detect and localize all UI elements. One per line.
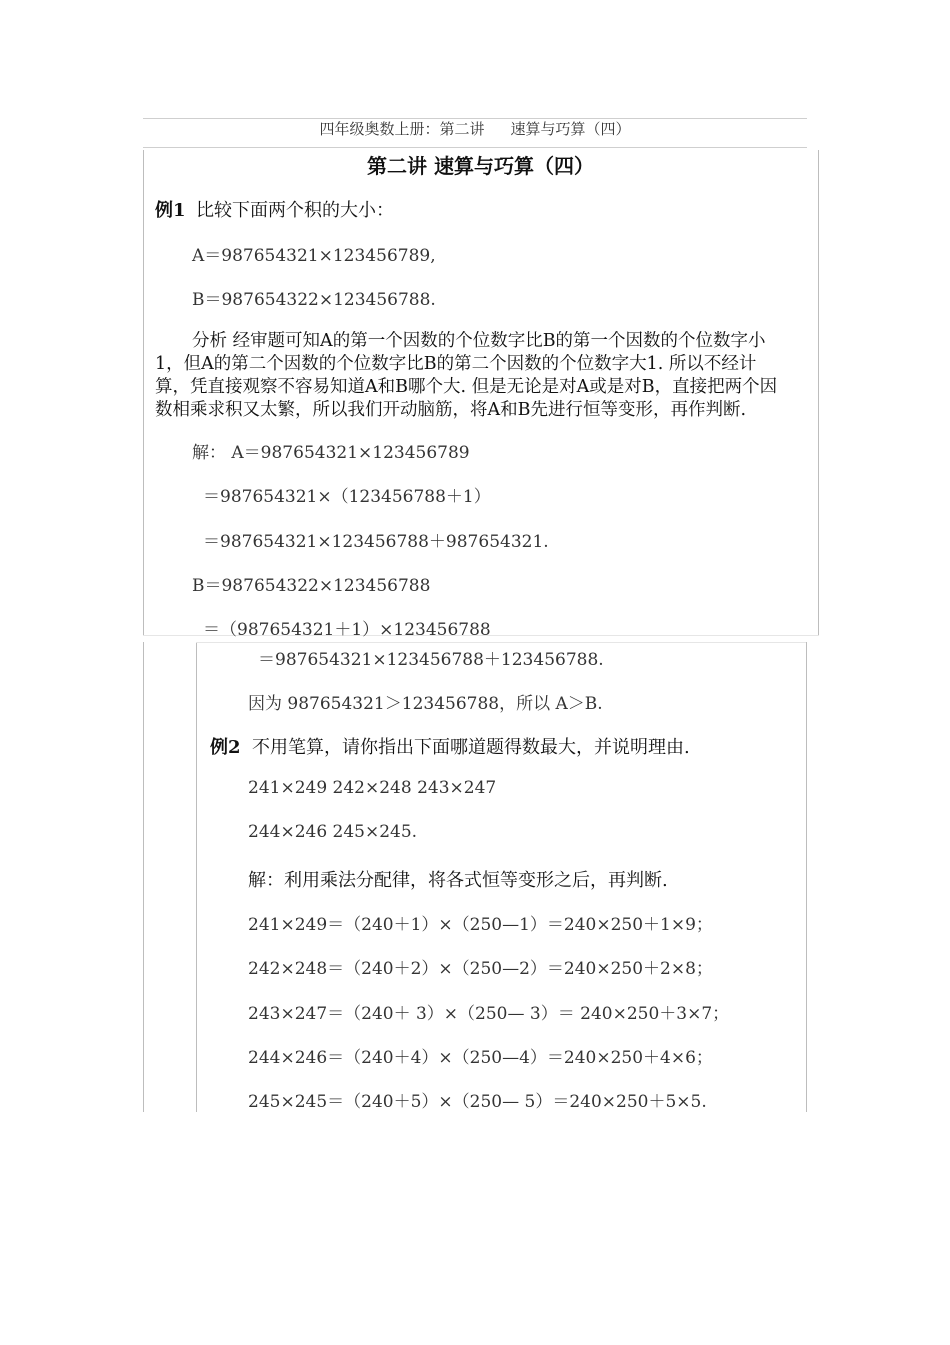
example2-question: 不用笔算，请你指出下面哪道题得数最大，并说明理由.: [252, 737, 690, 758]
frame-inner-left-lower: [196, 642, 197, 1112]
solution1-line-4: B＝987654322×123456788: [192, 576, 431, 596]
frame-left-lower: [143, 642, 144, 1112]
analysis-line-3: 算，凭直接观察不容易知道A和B哪个大. 但是无论是对A或是对B，直接把两个因: [155, 377, 778, 397]
frame-right-upper: [818, 150, 819, 635]
header-course: 四年级奥数上册：第二讲: [319, 120, 485, 138]
lesson-title: 第二讲 速算与巧算（四）: [367, 154, 594, 178]
solution1-line-3: ＝987654321×123456788＋987654321.: [203, 532, 549, 552]
frame-right-lower: [806, 642, 807, 1112]
solution1-line-2: ＝987654321×（123456788＋1）: [203, 487, 491, 507]
header-rule-bottom: [143, 147, 807, 148]
solution1-line-5: ＝（987654321＋1）×123456788: [203, 620, 491, 640]
solution2-intro: 解：利用乘法分配律，将各式恒等变形之后，再判断.: [248, 870, 668, 891]
solution2-step-2: 242×248＝（240＋2）×（250—2）＝240×250＋2×8；: [248, 959, 713, 979]
example1-question: 比较下面两个积的大小：: [196, 200, 394, 221]
solution2-step-5: 245×245＝（240＋5）×（250— 5）＝240×250＋5×5.: [248, 1092, 707, 1112]
example2-line-1: 241×249 242×248 243×247: [248, 778, 497, 798]
header-topic: 速算与巧算（四）: [510, 120, 631, 138]
analysis-line-4: 数相乘求积又太繁，所以我们开动脑筋，将A和B先进行恒等变形，再作判断.: [155, 400, 747, 420]
example1-label: 例1: [155, 200, 186, 221]
solution1-line-1: 解： A＝987654321×123456789: [192, 443, 470, 463]
example2-line-2: 244×246 245×245.: [248, 822, 418, 842]
frame-top-lower: [196, 642, 806, 643]
solution2-step-3: 243×247＝（240＋ 3）×（250— 3）＝ 240×250＋3×7；: [248, 1004, 730, 1024]
page-header: [0, 118, 950, 139]
frame-left-upper: [143, 150, 144, 635]
analysis-line-1: 分析 经审题可知A的第一个因数的个位数字比B的第一个因数的个位数字小: [192, 331, 766, 351]
example1-line-b: B＝987654322×123456788.: [192, 290, 436, 310]
solution2-step-1: 241×249＝（240＋1）×（250—1）＝240×250＋1×9；: [248, 915, 713, 935]
analysis-line-2: 1，但A的第二个因数的个位数字比B的第二个因数的个位数字大1. 所以不经计: [155, 354, 757, 374]
solution1-conclusion: 因为 987654321＞123456788，所以 A＞B.: [248, 694, 603, 714]
solution2-step-4: 244×246＝（240＋4）×（250—4）＝240×250＋4×6；: [248, 1048, 713, 1068]
example2-label: 例2: [210, 737, 241, 758]
solution1-line-6: ＝987654321×123456788＋123456788.: [258, 650, 604, 670]
example1-line-a: A＝987654321×123456789,: [192, 246, 436, 266]
